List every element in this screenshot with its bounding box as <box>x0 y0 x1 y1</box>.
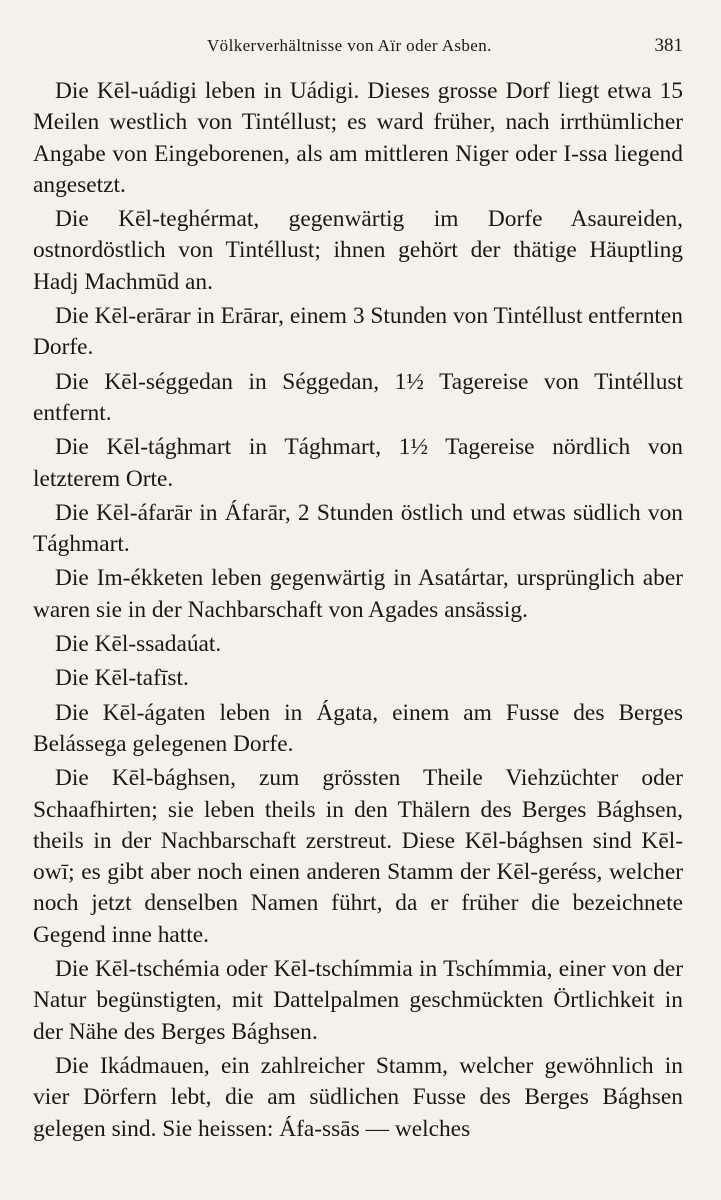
paragraph-kel-agaten: Die Kēl-ágaten leben in Ágata, einem am Fusse des Berges Belássega gelegenen Dorfe. <box>33 699 683 757</box>
paragraph-kel-uadigi: Die Kēl-uádigi leben in Uádigi. Dieses grosse Dorf liegt etwa 15 Meilen westlich von Tintéllust; es ward früher, nach irrthümlicher Angabe von Eingeborenen, als am mittleren Niger oder I-ssa liegend angesetzt. <box>33 78 683 198</box>
paragraph-ikadmauen: Die Ikádmauen, ein zahlreicher Stamm, welcher gewöhnlich in vier Dörfern lebt, die am südlichen Fusse des Berges Bághsen gelegen sind. Sie heissen: Áfa-ssās — welches <box>33 1052 683 1142</box>
paragraph-kel-ssadauat: Die Kēl-ssadaúat. <box>55 631 222 658</box>
paragraph-kel-tafist: Die Kēl-tafīst. <box>55 665 189 692</box>
running-title: Völkerverhältnisse von Aïr oder Asben. <box>207 36 492 55</box>
paragraph-kel-afarar: Die Kēl-áfarār in Áfarār, 2 Stunden östlich und etwas südlich von Tághmart. <box>33 499 683 558</box>
paragraph-im-ekketen: Die Im-ékketen leben gegenwärtig in Asatártar, ursprünglich aber waren sie in der Nachbarschaft von Agades ansässig. <box>33 565 683 623</box>
paragraph-kel-seggedan: Die Kēl-séggedan in Séggedan, 1½ Tagereise von Tintéllust entfernt. <box>33 368 683 426</box>
paragraph-kel-tschemia: Die Kēl-tschémia oder Kēl-tschímmia in Tschímmia, einer von der Natur begünstigten, mit Dattelpalmen geschmückten Örtlichkeit in der Nähe des Berges Bághsen. <box>33 956 683 1045</box>
page-number: 381 <box>654 35 683 56</box>
page-header <box>33 0 683 76</box>
text-body <box>33 76 683 1145</box>
paragraph-kel-erarar: Die Kēl-erārar in Erārar, einem 3 Stunden von Tintéllust entfernten Dorfe. <box>33 303 683 361</box>
paragraph-kel-taghmart: Die Kēl-tághmart in Tághmart, 1½ Tagereise nördlich von letzterem Orte. <box>33 434 683 492</box>
paragraph-kel-teghermat: Die Kēl-teghérmat, gegenwärtig im Dorfe Asaureiden, ostnordöstlich von Tintéllust; ihnen gehört der thätige Häuptling Hadj Machmūd an. <box>33 206 683 295</box>
paragraph-kel-baghsen: Die Kēl-bághsen, zum grössten Theile Viehzüchter oder Schaafhirten; sie leben theils in den Thälern des Berges Bághsen, theils in der Nachbarschaft zerstreut. Diese Kēl-bághsen sind Kēl-owī; es gibt aber noch einen anderen Stamm der Kēl-geréss, welcher noch jetzt denselben Namen führt, da er früher die bezeichnete Gegend inne hatte. <box>33 765 683 948</box>
